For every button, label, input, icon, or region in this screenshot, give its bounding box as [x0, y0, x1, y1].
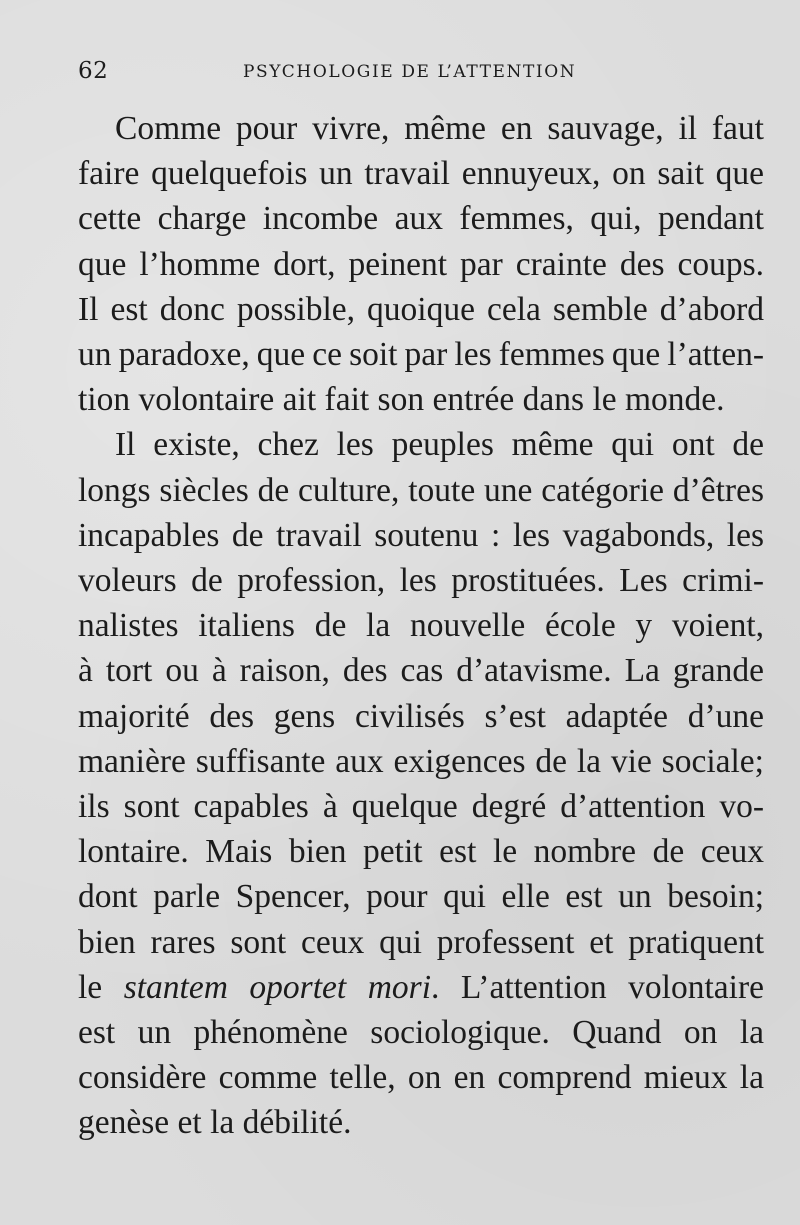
text-fragment: . L’attention volontaire: [431, 968, 764, 1006]
running-title: PSYCHOLOGIE DE L’ATTENTION: [243, 62, 577, 82]
text-line: majorité des gens civilisés s’est adaptée d’une: [78, 697, 764, 735]
text-fragment: le: [78, 968, 124, 1006]
latin-phrase: stantem oportet mori: [123, 968, 432, 1006]
text-line: bien rares sont ceux qui professent et pratiquent: [78, 923, 765, 961]
text-line: dont parle Spencer, pour qui elle est un besoin;: [78, 878, 765, 916]
text-line: que l’homme dort, peinent par crainte des coups.: [78, 245, 764, 283]
text-line: cette charge incombe aux femmes, qui, pendant: [78, 200, 764, 238]
text-line: lontaire. Mais bien petit est le nombre de ceux: [78, 833, 765, 871]
text-line: manière suffisante aux exigences de la vie sociale;: [78, 742, 764, 780]
text-line: genèse et la débilité.: [78, 1104, 352, 1142]
text-line: longs siècles de culture, toute une catégorie d’êtres: [78, 471, 764, 509]
text-line: tion volontaire ait fait son entrée dans le monde.: [78, 381, 725, 419]
text-line: Il est donc possible, quoique cela semble d’abord: [78, 290, 764, 328]
paragraph-2: [78, 422, 764, 1145]
text-line: Il existe, chez les peuples même qui ont de: [115, 426, 765, 464]
text-line: est un phénomène sociologique. Quand on la: [78, 1014, 764, 1052]
text-line-with-italic: [78, 965, 764, 1010]
text-line: Comme pour vivre, même en sauvage, il faut: [115, 110, 764, 147]
text-line: considère comme telle, on en comprend mieux la: [78, 1059, 764, 1097]
running-head: [78, 58, 768, 88]
text-line: incapables de travail soutenu : les vagabonds, les: [78, 516, 764, 554]
text-line: faire quelquefois un travail ennuyeux, on sait que: [78, 155, 765, 193]
text-line: ils sont capables à quelque degré d’attention vo-: [78, 788, 765, 826]
paragraph-1: [78, 106, 764, 422]
page-number: 62: [78, 58, 109, 84]
text-line: nalistes italiens de la nouvelle école y voient,: [78, 607, 764, 645]
text-line: un paradoxe, que ce soit par les femmes que l’atten-: [78, 336, 764, 374]
text-line: à tort ou à raison, des cas d’atavisme. La grande: [78, 652, 765, 690]
body-text: [78, 106, 764, 1146]
text-line: voleurs de profession, les prostituées. Les crimi-: [78, 562, 764, 600]
